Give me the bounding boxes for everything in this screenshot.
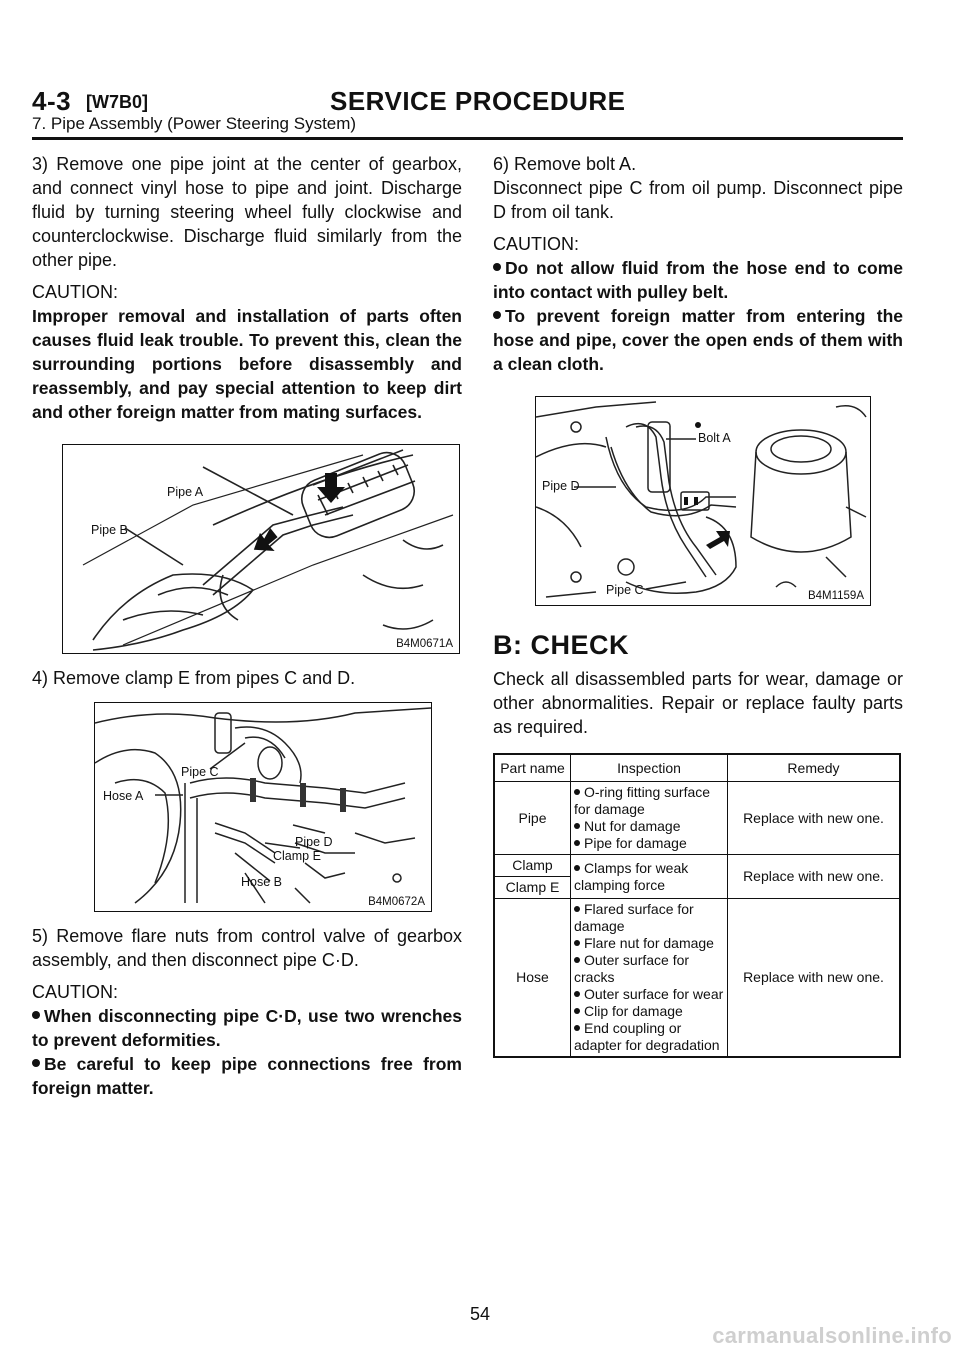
caution-text-1: Improper removal and installation of parts often causes fluid leak trouble. To prevent this, clean the surrounding portions before disassembly and reassembly, and pay special attention to keep dirt and other foreign matter from mating surfaces.: [32, 306, 462, 422]
bullet-icon: [574, 906, 580, 912]
page-title: SERVICE PROCEDURE: [330, 86, 626, 116]
inspection-item-text: Flared surface for damage: [574, 901, 694, 934]
caution-3-item-2: [493, 304, 903, 376]
bullet-icon: [574, 957, 580, 963]
caution-heading-3: CAUTION:: [493, 234, 580, 254]
fig2-label-hose-b: Hose B: [241, 875, 282, 889]
table-cell-inspection: [571, 782, 728, 855]
figure-b4m1159a: [535, 396, 871, 606]
inspection-item: [574, 935, 724, 952]
inspection-item: [574, 835, 724, 852]
table-cell-part: Pipe: [494, 782, 571, 855]
bullet-icon: [574, 1025, 580, 1031]
bullet-icon: [574, 940, 580, 946]
fig1-label-pipe-a: Pipe A: [167, 485, 204, 499]
caution-3-item-2-text: To prevent foreign matter from entering the hose and pipe, cover the open ends of them with a clean cloth.: [493, 306, 903, 374]
table-header-row: [494, 754, 900, 782]
check-intro-text: Check all disassembled parts for wear, damage or other abnormalities. Repair or replace faulty parts as required.: [493, 669, 903, 737]
table-row: [494, 899, 900, 1058]
bullet-icon: [32, 1059, 40, 1067]
section-code: 4-3: [32, 86, 72, 116]
step-4-text: 4) Remove clamp E from pipes C and D.: [32, 668, 356, 688]
bullet-icon: [32, 1011, 40, 1019]
table-row: [494, 782, 900, 855]
inspection-item-text: Clamps for weak clamping force: [574, 859, 689, 893]
figure-b4m0672a: [94, 702, 432, 912]
bullet-icon: [574, 789, 580, 795]
table-cell-inspection: [571, 899, 728, 1058]
fig2-label-hose-a: Hose A: [103, 789, 144, 803]
table-header-inspection: Inspection: [571, 754, 728, 782]
inspection-item: [574, 952, 724, 986]
step-5-text: 5) Remove flare nuts from control valve of gearbox assembly, and then disconnect pipe C·D.: [32, 926, 462, 970]
page-subtitle: 7. Pipe Assembly (Power Steering System): [32, 114, 357, 133]
right-column: [493, 152, 903, 1058]
fig3-label-bolt-a: Bolt A: [698, 431, 731, 445]
table-cell-inspection: [571, 855, 728, 899]
bullet-icon: [493, 311, 501, 319]
step-3-text: 3) Remove one pipe joint at the center of gearbox, and connect vinyl hose to pipe and joint. Discharge fluid by turning steering wheel fully clockwise and counterclockwise. Discharge fluid similarly from the other pipe.: [32, 154, 462, 270]
fig2-label-clamp-e: Clamp E: [273, 849, 321, 863]
table-header-part: Part name: [494, 754, 571, 782]
page-number: 54: [469, 1304, 491, 1324]
fig1-code: B4M0671A: [396, 638, 453, 650]
bullet-icon: [574, 840, 580, 846]
table-cell-part: Clamp E: [494, 877, 571, 899]
fig2-label-pipe-d: Pipe D: [295, 835, 333, 849]
figure-b4m0671a: [62, 444, 460, 654]
inspection-item-text: Outer surface for cracks: [574, 952, 690, 985]
inspection-item: [574, 1003, 724, 1020]
fig1-label-pipe-b: Pipe B: [91, 523, 128, 537]
caution-2-item-2: [32, 1052, 462, 1100]
bullet-icon: [574, 823, 580, 829]
table-cell-part: Clamp: [494, 855, 571, 877]
table-header-remedy: Remedy: [728, 754, 901, 782]
watermark-text: carmanualsonline.info: [712, 1323, 952, 1348]
inspection-item-text: O-ring fitting surface for damage: [574, 784, 711, 817]
left-column: [32, 152, 462, 1120]
figure-b4m0671a-illustration: [63, 445, 459, 653]
inspection-item: [574, 860, 724, 894]
fig3-label-pipe-d: Pipe D: [542, 479, 580, 493]
bullet-icon: [493, 263, 501, 271]
step-6-line-2: Disconnect pipe C from oil pump. Disconnect pipe D from oil tank.: [493, 178, 903, 222]
caution-2-item-2-text: Be careful to keep pipe connections free from foreign matter.: [32, 1054, 462, 1098]
header-rule: [32, 137, 903, 140]
table-cell-remedy: Replace with new one.: [728, 782, 901, 855]
caution-3-item-1-text: Do not allow fluid from the hose end to come into contact with pulley belt.: [493, 258, 903, 302]
inspection-item-text: Flare nut for damage: [584, 935, 714, 951]
fig2-code: B4M0672A: [368, 896, 425, 908]
table-cell-remedy: Replace with new one.: [728, 899, 901, 1058]
figure-b4m1159a-illustration: [536, 397, 870, 605]
table-row: [494, 855, 900, 877]
caution-heading-1: CAUTION:: [32, 282, 119, 302]
fig3-code: B4M1159A: [807, 590, 864, 602]
inspection-item: [574, 1020, 724, 1054]
inspection-item-text: Outer surface for wear: [584, 986, 724, 1002]
fig3-label-pipe-c: Pipe C: [606, 583, 644, 597]
inspection-item: [574, 986, 724, 1003]
bullet-icon: [574, 1008, 580, 1014]
step-6-line-1: 6) Remove bolt A.: [493, 154, 637, 174]
table-cell-part: Hose: [494, 899, 571, 1058]
inspection-item-text: Nut for damage: [584, 818, 681, 834]
inspection-item-text: End coupling or adapter for degradation: [574, 1020, 720, 1053]
inspection-item-text: Pipe for damage: [584, 835, 687, 851]
inspection-item: [574, 818, 724, 835]
caution-3-item-1: [493, 256, 903, 304]
bullet-icon: [574, 865, 580, 871]
section-tag: [W7B0]: [86, 92, 148, 112]
check-table: [493, 753, 901, 1058]
inspection-item-text: Clip for damage: [584, 1003, 683, 1019]
caution-heading-2: CAUTION:: [32, 982, 119, 1002]
inspection-item: [574, 784, 724, 818]
section-heading-check: B: CHECK: [493, 630, 629, 660]
table-cell-remedy: Replace with new one.: [728, 855, 901, 899]
inspection-item: [574, 901, 724, 935]
fig2-label-pipe-c: Pipe C: [181, 765, 219, 779]
caution-2-item-1-text: When disconnecting pipe C·D, use two wrenches to prevent deformities.: [32, 1006, 462, 1050]
bullet-icon: [574, 991, 580, 997]
caution-2-item-1: [32, 1004, 462, 1052]
